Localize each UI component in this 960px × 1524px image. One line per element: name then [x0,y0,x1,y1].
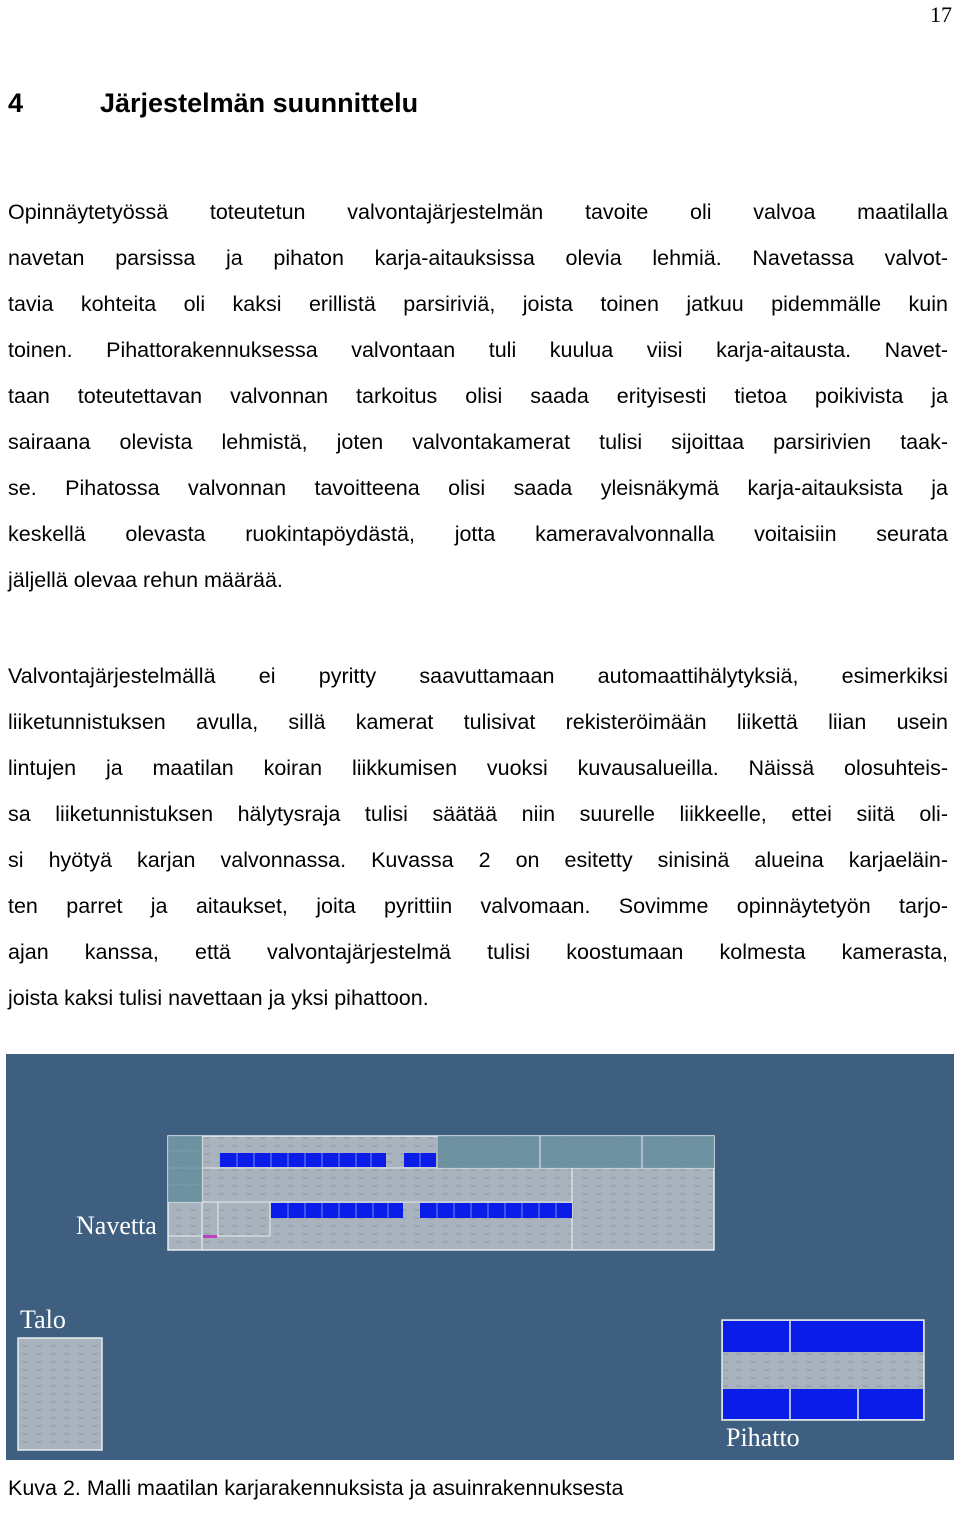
section-title: Järjestelmän suunnittelu [100,88,419,118]
talo-building [18,1338,102,1450]
text-line: sa liiketunnistuksen hälytysraja tulisi säätää niin suurelle liikkeelle, ettei siitä oli- [8,802,948,826]
paragraph-1 [8,189,948,603]
navetta-label: Navetta [76,1211,157,1240]
text-line: ten parret ja aitaukset, joita pyrittiin valvomaan. Sovimme opinnäytetyön tarjo- [8,894,948,918]
paragraph-2 [8,653,948,1021]
pihatto-label: Pihatto [726,1423,800,1452]
text-line: lintujen ja maatilan koiran liikkumisen vuoksi kuvausalueilla. Näissä olosuhteis- [8,756,948,780]
text-line: se. Pihatossa valvonnan tavoitteena olisi saada yleisnäkymä karja-aitauksista ja [8,476,948,500]
text-line: ajan kanssa, että valvontajärjestelmä tulisi koostumaan kolmesta kamerasta, [8,940,948,964]
text-line: taan toteutettavan valvonnan tarkoitus olisi saada erityisesti tietoa poikivista ja [8,384,948,408]
text-line: sairaana olevista lehmistä, joten valvontakamerat tulisi sijoittaa parsirivien taak- [8,430,948,454]
talo-label: Talo [20,1305,66,1334]
section-heading [8,88,418,119]
text-line: tavia kohteita oli kaksi erillistä parsiriviä, joista toinen jatkuu pidemmälle kuin [8,292,948,316]
text-line: toinen. Pihattorakennuksessa valvontaan tuli kuulua viisi karja-aitausta. Navet- [8,338,948,362]
section-number: 4 [8,88,24,118]
pihatto-building [722,1320,924,1420]
text-line: keskellä olevasta ruokintapöydästä, jotta kameravalvonnalla voitaisiin seurata [8,522,948,546]
text-line: navetan parsissa ja pihaton karja-aitauksissa olevia lehmiä. Navetassa valvot- [8,246,948,270]
text-line: liiketunnistuksen avulla, sillä kamerat tulisivat rekisteröimään liikettä liian usein [8,710,948,734]
farm-map-figure [6,1054,954,1460]
pihatto-pen-row-1 [723,1321,923,1352]
text-line: jäljellä olevaa rehun määrää. [8,568,283,592]
text-line: Opinnäytetyössä toteutetun valvontajärjestelmän tavoite oli valvoa maatilalla [8,200,948,224]
door-marker [203,1235,217,1238]
navetta-stall-row-2 [271,1203,572,1218]
figure-caption: Kuva 2. Malli maatilan karjarakennuksista ja asuinrakennuksesta [8,1476,624,1500]
text-line: Valvontajärjestelmällä ei pyritty saavuttamaan automaattihälytyksiä, esimerkiksi [8,664,948,688]
pihatto-pen-row-2 [723,1389,923,1419]
page-number: 17 [930,2,952,27]
text-line: si hyötyä karjan valvonnassa. Kuvassa 2 on esitetty sinisinä alueina karjaeläin- [8,848,948,872]
text-line: joista kaksi tulisi navettaan ja yksi pihattoon. [8,986,429,1010]
